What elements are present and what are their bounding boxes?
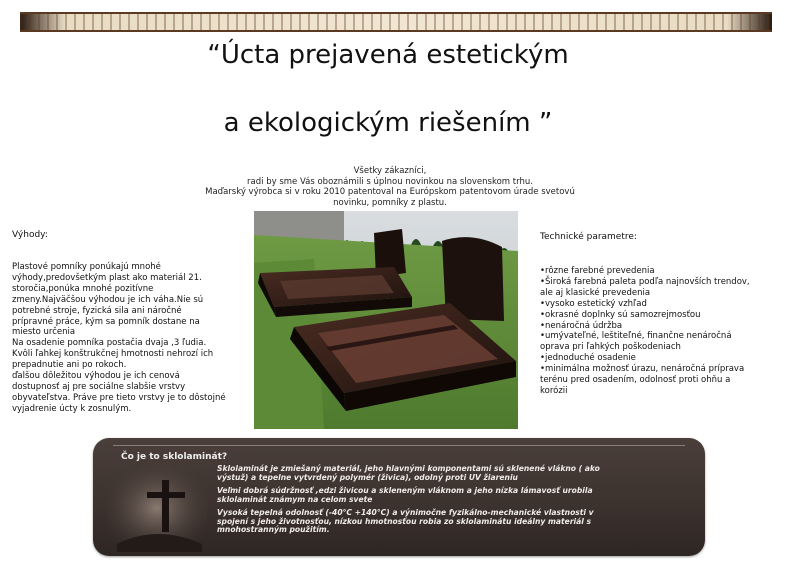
advantages-line: dostupnosť aj pre sociálne slabšie vrstvy [12, 381, 186, 392]
parameter-line: •okrasné doplnky sú samozrejmosťou [540, 309, 701, 320]
advantages-line: výhody,predovšetkým plast ako materiál 21. [12, 272, 202, 283]
advantages-line: Kvôli ľahkej konštrukčnej hmotnosti nehrozí ich [12, 349, 214, 360]
intro-line: Maďarský výrobca si v roku 2010 patentoval na Európskom patentovom úrade svetovú [205, 187, 575, 197]
panel-paragraph [217, 509, 677, 535]
intro-line: novinku, pomníky z plastu. [333, 197, 447, 208]
parameter-line: oprava pri ľahkých poškodeniach [540, 342, 681, 353]
parameter-line: •minimálna možnosť úrazu, nenáročná príprava [540, 364, 745, 375]
parameter-line: •jednoduché osadenie [540, 353, 636, 364]
advantages-line: prepadnutie ani po rokoch. [12, 360, 127, 371]
panel-line: Vysoká tepelná odolnosť (-40°C +140°C) a výnimočne fyzikálno-mechanické vlastnosti v [217, 508, 594, 517]
parameter-line: •rôzne farebné prevedenia [540, 266, 655, 276]
advantages-line: storočia,ponúka mnohé pozitívne [12, 283, 154, 294]
advantages-line: miesto určenia [12, 327, 76, 338]
advantages-heading: Výhody: [12, 230, 48, 240]
parameter-line: •Široká farebná paleta podľa najnovších trendov, [540, 276, 750, 287]
panel-line: sklolaminát známym na celom svete [217, 494, 373, 504]
headline-line-1: “Úcta prejavená estetickým [207, 40, 569, 70]
decorative-banner [20, 12, 772, 32]
parameter-line: •nenáročná údržba [540, 320, 623, 331]
intro-line: Všetky zákazníci, [353, 166, 427, 176]
advantages-line: obyvateľstva. Práve pre tieto vrstvy je to dôstojné [12, 392, 226, 403]
panel-paragraph [217, 465, 677, 482]
advantages-text [12, 262, 252, 415]
advantages-line: Plastové pomníky ponúkajú mnohé [12, 262, 161, 272]
panel-body [217, 465, 677, 540]
panel-line: mnohostranným použitím. [217, 525, 330, 534]
panel-line: Sklolaminát je zmiešaný materiál, jeho hlavnými komponentami sú sklenené vlákno ( ako [217, 464, 600, 473]
parameter-line: ale aj klasické prevedenia [540, 287, 651, 298]
parameter-line: korózii [540, 385, 568, 396]
advantages-line: zmeny.Najväčšou výhodou je ich váha.Nie sú [12, 294, 204, 305]
parameter-line: •vysoko estetický vzhľad [540, 298, 647, 309]
panel-heading: Čo je to sklolaminát? [121, 452, 228, 462]
panel-divider [113, 445, 685, 446]
intro-paragraph [195, 166, 585, 208]
advantages-line: vyjadrenie úcty k zosnulým. [12, 403, 132, 414]
panel-line: výstuž) a tepelne vytvrdený polymér (živica), odolný proti UV žiareniu [217, 472, 518, 482]
cross-icon [107, 464, 207, 552]
advantages-line: ďalšou dôležitou výhodou je ich cenová [12, 371, 180, 382]
panel-line: Veľmi dobrá súdržnosť ,edzi živicou a skleneným vláknom a jeho nízka lámavosť urobila [217, 486, 593, 495]
panel-paragraph [217, 487, 677, 504]
advantages-line: prípravné práce, kým sa pomník dostane na [12, 316, 200, 327]
panel-line: spojení s jeho životnosťou, nízkou hmotnosťou robia zo sklolaminátu ideálny materiál s [217, 516, 592, 526]
monument-photo [254, 211, 518, 429]
advantages-line: potrebné stroje, fyzická sila ani náročné [12, 305, 182, 316]
technical-parameters-list [540, 266, 770, 397]
technical-parameters-heading: Technické parametre: [540, 232, 637, 242]
fiberglass-info-panel [93, 438, 705, 556]
intro-line: radi by sme Vás oboznámili s úplnou novinkou na slovenskom trhu. [247, 176, 533, 187]
advantages-line: Na osadenie pomníka postačia dvaja ,3 ľudia. [12, 338, 207, 349]
headline-line-2: a ekologickým riešením ” [223, 108, 553, 138]
parameter-line: terénu pred osadením, odolnosť proti ohňu a [540, 375, 731, 386]
parameter-line: •umývateľné, leštiteľné, finančne nenáročná [540, 331, 732, 342]
